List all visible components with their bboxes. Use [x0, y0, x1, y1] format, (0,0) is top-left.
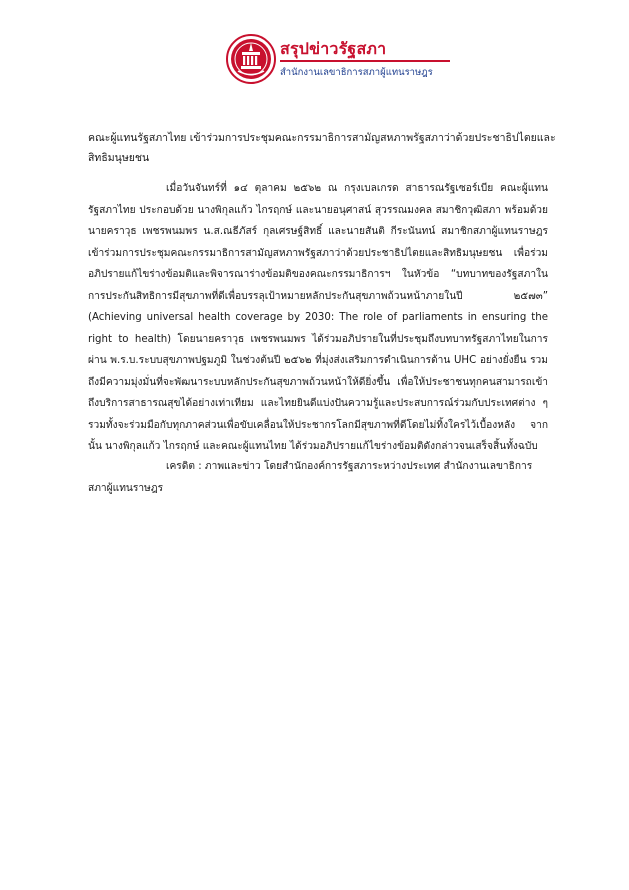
brand-subtitle: สำนักงานเลขาธิการสภาผู้แทนราษฎร [280, 67, 433, 78]
article-headline: คณะผู้แทนรัฐสภาไทย เข้าร่วมการประชุมคณะกรรมาธิการสามัญสหภาพรัฐสภาว่าด้วยประชาธิปไตยและสิทธิมนุษยชน [88, 132, 556, 164]
brand-divider [280, 60, 450, 62]
article-credit: เครดิต : ภาพและข่าว โดยสำนักองค์การรัฐสภาระหว่างประเทศ สำนักงานเลขาธิการสภาผู้แทนราษฎร [88, 461, 533, 494]
parliament-seal-icon [226, 34, 276, 84]
brand-title: สรุปข่าวรัฐสภา [280, 39, 387, 58]
article-body: เมื่อวันจันทร์ที่ ๑๔ ตุลาคม ๒๕๖๒ ณ กรุงเบลเกรด สาธารณรัฐเซอร์เบีย คณะผู้แทนรัฐสภาไทย ประกอบด้วย นางพิกุลแก้ว ไกรฤกษ์ และนายอนุศาสน์ สุวรรณมงคล สมาชิกวุฒิสภา พร้อมด้วยนายคราวุธ เพชรพนมพร น.ส.ณธีภัสร์ กุลเศรษฐ์สิทธิ์ และนายสันติ กีระนันทน์ สมาชิกสภาผู้แทนราษฎร เข้าร่วมการประชุมคณะกรรมาธิการสามัญสหภาพรัฐสภาว่าด้วยประชาธิปไตยและสิทธิมนุษยชน เพื่อร่วมอภิปรายแก้ไขร่างข้อมติและพิจารณาร่างข้อมติของคณะกรรมาธิการฯ ในหัวข้อ “บทบาทของรัฐสภาในการประกันสิทธิการมีสุขภาพที่ดีเพื่อบรรลุเป้าหมายหลักประกันสุขภาพถ้วนหน้าภายในปี ๒๕๗๓” (Achieving universal health coverage by 2030: The role of parliaments in ensuring the right to health) โดยนายคราวุธ เพชรพนมพร ได้ร่วมอภิปรายในที่ประชุมถึงบทบาทรัฐสภาไทยในการผ่าน พ.ร.บ.ระบบสุขภาพปฐมภูมิ ในช่วงต้นปี ๒๕๖๒ ที่มุ่งส่งเสริมการดำเนินการด้าน UHC อย่างยั่งยืน รวมถึงมีความมุ่งมั่นที่จะพัฒนาระบบหลักประกันสุขภาพถ้วนหน้าให้ดียิ่งขึ้น เพื่อให้ประชาชนทุกคนสามารถเข้าถึงบริการสาธารณสุขได้อย่างเท่าเทียม และไทยยินดีแบ่งปันความรู้และประสบการณ์ร่วมกับประเทศต่าง ๆ รวมทั้งจะร่วมมือกับทุกภาคส่วนเพื่อขับเคลื่อนให้ประชากรโลกมีสุขภาพที่ดีโดยไม่ทิ้งใครไว้เบื้องหลัง จากนั้น นางพิกุลแก้ว ไกรฤกษ์ และคณะผู้แทนไทย ได้ร่วมอภิปรายแก้ไขร่างข้อมติดังกล่าวจนเสร็จสิ้นทั้งฉบับ [88, 183, 548, 452]
document-header [226, 34, 456, 90]
